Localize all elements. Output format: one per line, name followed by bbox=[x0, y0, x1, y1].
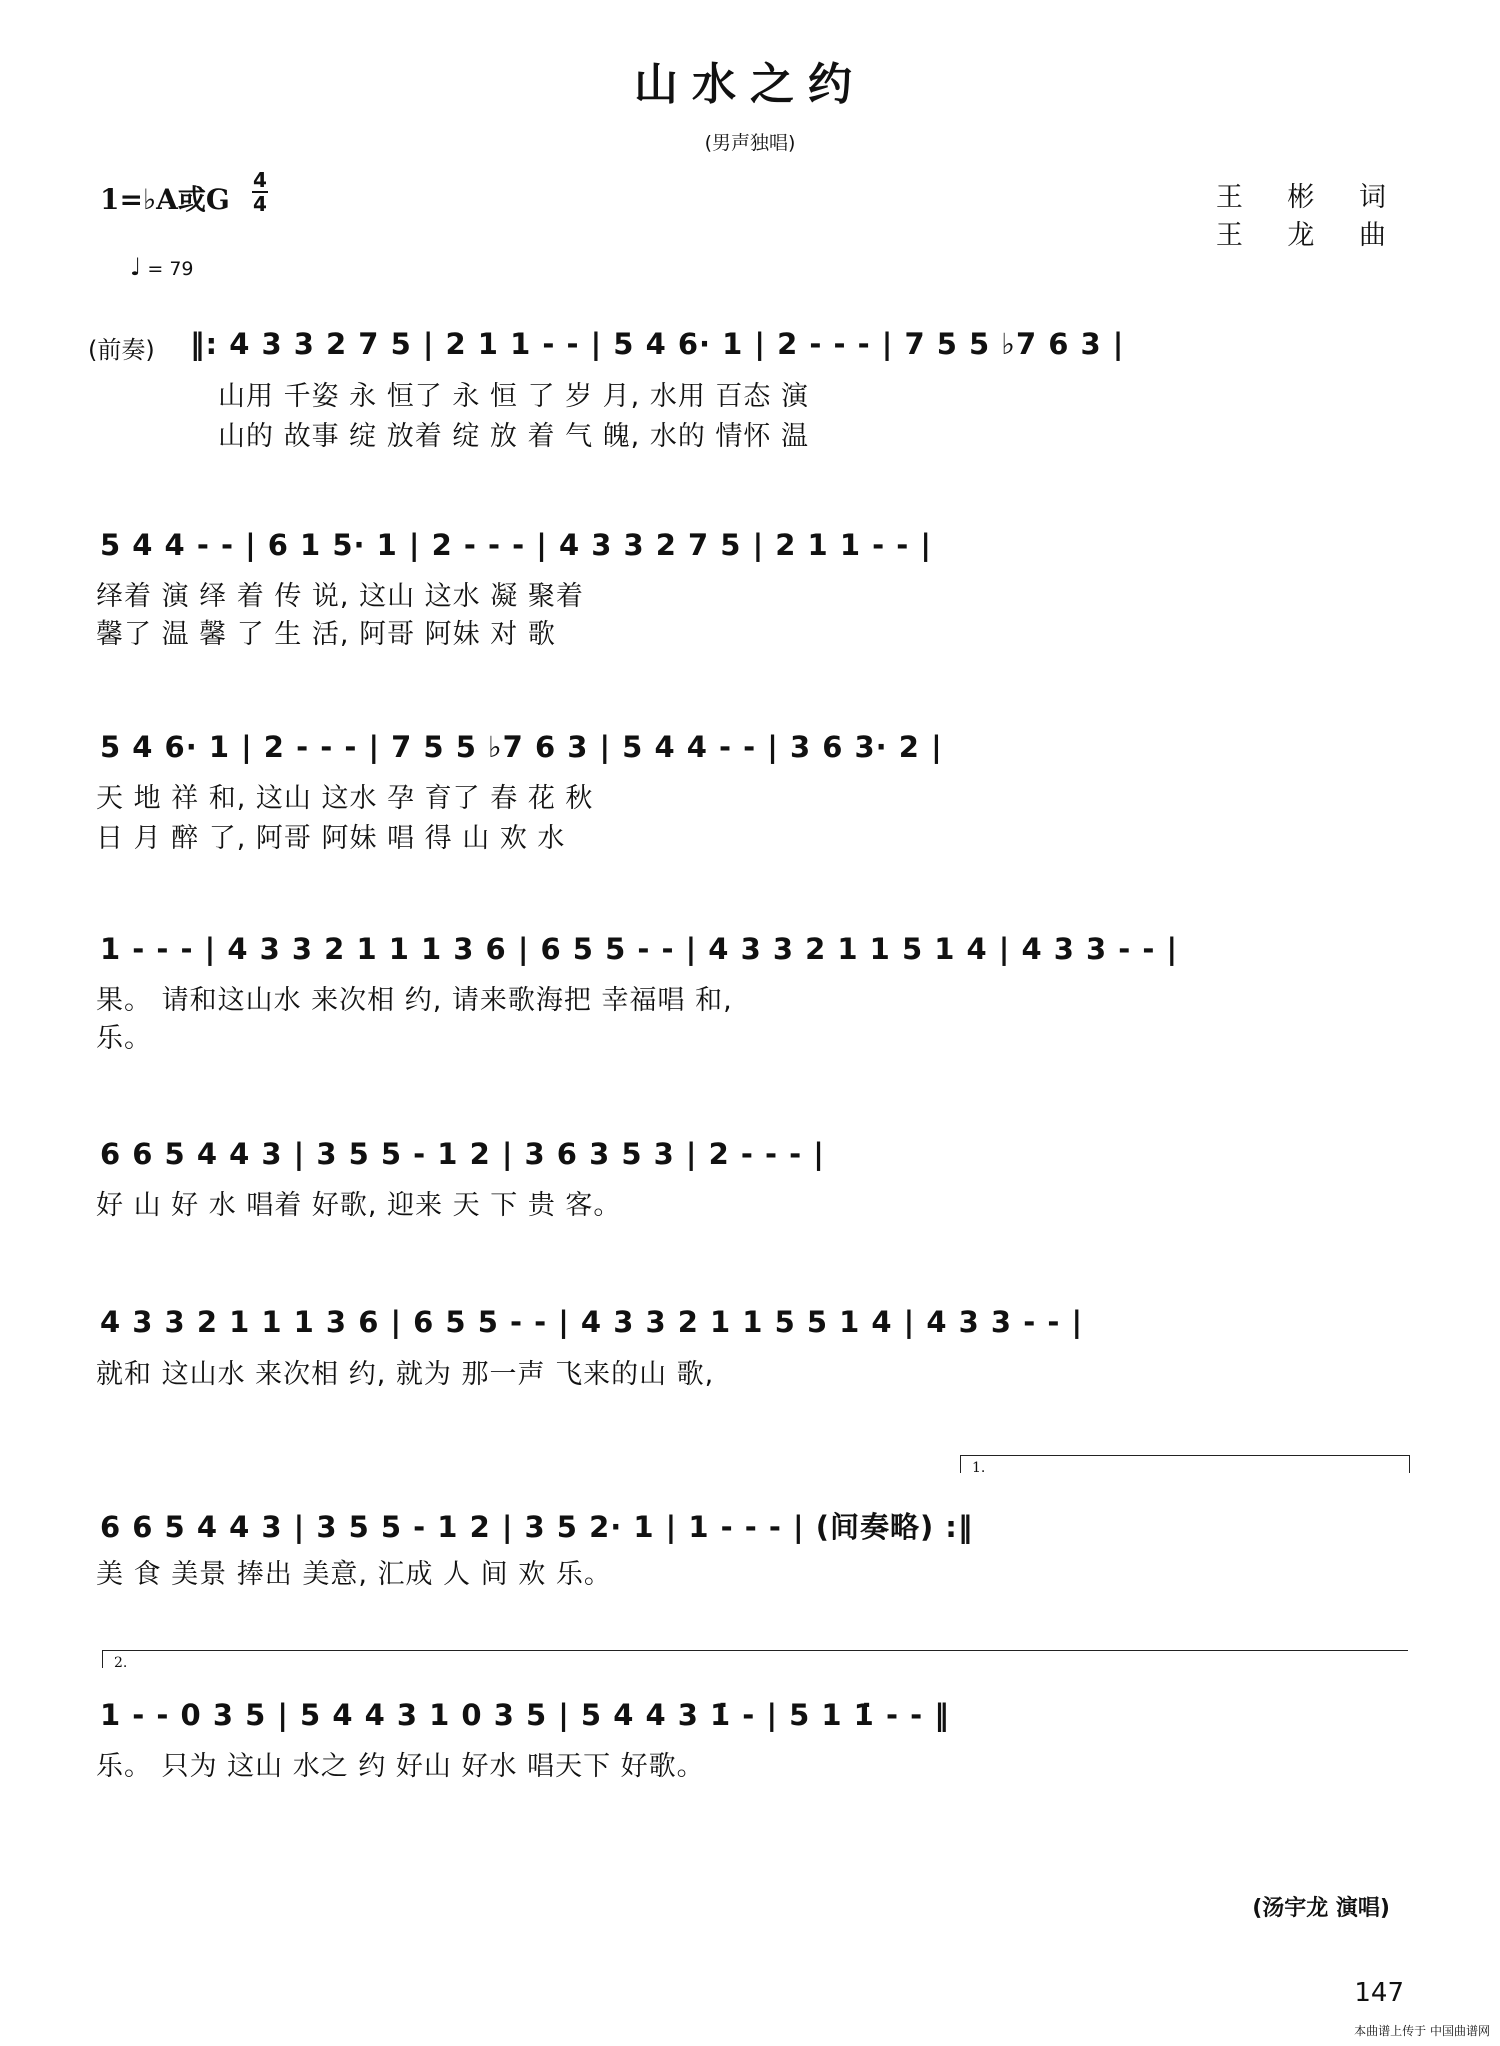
system-5-notes: 6 6 5 4 4 3 | 3 5 5 - 1 2 | 3 6 3 5 3 | 2 - - - | bbox=[100, 1137, 825, 1171]
time-signature-bottom: 4 bbox=[253, 192, 267, 216]
intro-label: (前奏) bbox=[88, 336, 155, 364]
system-7-lyrics: 美 食 美景 捧出 美意, 汇成 人 间 欢 乐。 bbox=[96, 1559, 612, 1590]
quarter-note-icon: ♩ bbox=[130, 253, 142, 281]
system-2-lyrics-verse2: 馨了 温 馨 了 生 活, 阿哥 阿妹 对 歌 bbox=[96, 619, 556, 650]
system-3-lyrics-verse2: 日 月 醉 了, 阿哥 阿妹 唱 得 山 欢 水 bbox=[96, 823, 566, 854]
volta-1-label: 1. bbox=[972, 1460, 986, 1476]
upload-source-note: 本曲谱上传于 中国曲谱网 bbox=[1354, 2024, 1490, 2038]
tempo-marking bbox=[130, 253, 194, 281]
system-3-notes: 5 4 6· 1 | 2 - - - | 7 5 5 ♭7 6 3 | 5 4 4 - - | 3 6 3· 2 | bbox=[100, 730, 943, 764]
system-1-lyrics-verse2: 山的 故事 绽 放着 绽 放 着 气 魄, 水的 情怀 温 bbox=[218, 421, 809, 452]
system-8-notes: 1 - - 0 3 5 | 5 4 4 3 1 0 3 5 | 5 4 4 3 1̇ - | 5 1 1̇ - - ‖ bbox=[100, 1698, 950, 1732]
system-6-lyrics: 就和 这山水 来次相 约, 就为 那一声 飞来的山 歌, bbox=[96, 1359, 715, 1390]
volta-2-label: 2. bbox=[114, 1655, 128, 1671]
system-2-notes: 5 4 4 - - | 6 1 5· 1 | 2 - - - | 4 3 3 2 7 5 | 2 1 1 - - | bbox=[100, 528, 932, 562]
system-1-lyrics-verse1: 山用 千姿 永 恒了 永 恒 了 岁 月, 水用 百态 演 bbox=[218, 381, 809, 412]
time-signature-top: 4 bbox=[253, 168, 267, 192]
key-signature: 1=♭A或G bbox=[100, 183, 230, 216]
song-subtitle: (男声独唱) bbox=[704, 132, 796, 154]
composer-credit: 王 龙 曲 bbox=[1215, 220, 1404, 251]
tempo-value: = 79 bbox=[147, 258, 194, 280]
system-1-notes: ‖: 4 3 3 2 7 5 | 2 1 1 - - | 5 4 6· 1 | 2 - - - | 7 5 5 ♭7 6 3 | bbox=[190, 327, 1125, 361]
system-3-lyrics-verse1: 天 地 祥 和, 这山 这水 孕 育了 春 花 秋 bbox=[96, 783, 594, 814]
system-5-lyrics: 好 山 好 水 唱着 好歌, 迎来 天 下 贵 客。 bbox=[96, 1190, 622, 1221]
system-4-lyrics-verse2: 乐。 bbox=[96, 1023, 152, 1054]
system-4-lyrics-verse1: 果。 请和这山水 来次相 约, 请来歌海把 幸福唱 和, bbox=[96, 985, 733, 1016]
system-6-notes: 4 3 3 2 1 1 1 3 6 | 6 5 5 - - | 4 3 3 2 1 1 5 5 1 4 | 4 3 3 - - | bbox=[100, 1305, 1084, 1339]
system-4-notes: 1 - - - | 4 3 3 2 1 1 1 3 6 | 6 5 5 - - | 4 3 3 2 1 1 5 1 4 | 4 3 3 - - | bbox=[100, 932, 1179, 966]
system-7-notes: 6 6 5 4 4 3 | 3 5 5 - 1 2 | 3 5 2· 1 | 1 - - - | (间奏略) :‖ bbox=[100, 1510, 974, 1544]
song-title: 山水之约 bbox=[634, 59, 866, 110]
system-2-lyrics-verse1: 绎着 演 绎 着 传 说, 这山 这水 凝 聚着 bbox=[96, 581, 584, 612]
system-8-lyrics: 乐。 只为 这山 水之 约 好山 好水 唱天下 好歌。 bbox=[96, 1751, 705, 1782]
time-signature bbox=[252, 170, 268, 214]
page-number: 147 bbox=[1354, 1978, 1404, 2008]
performer-credit: (汤宇龙 演唱) bbox=[1252, 1896, 1390, 1921]
lyricist-credit: 王 彬 词 bbox=[1215, 182, 1404, 213]
